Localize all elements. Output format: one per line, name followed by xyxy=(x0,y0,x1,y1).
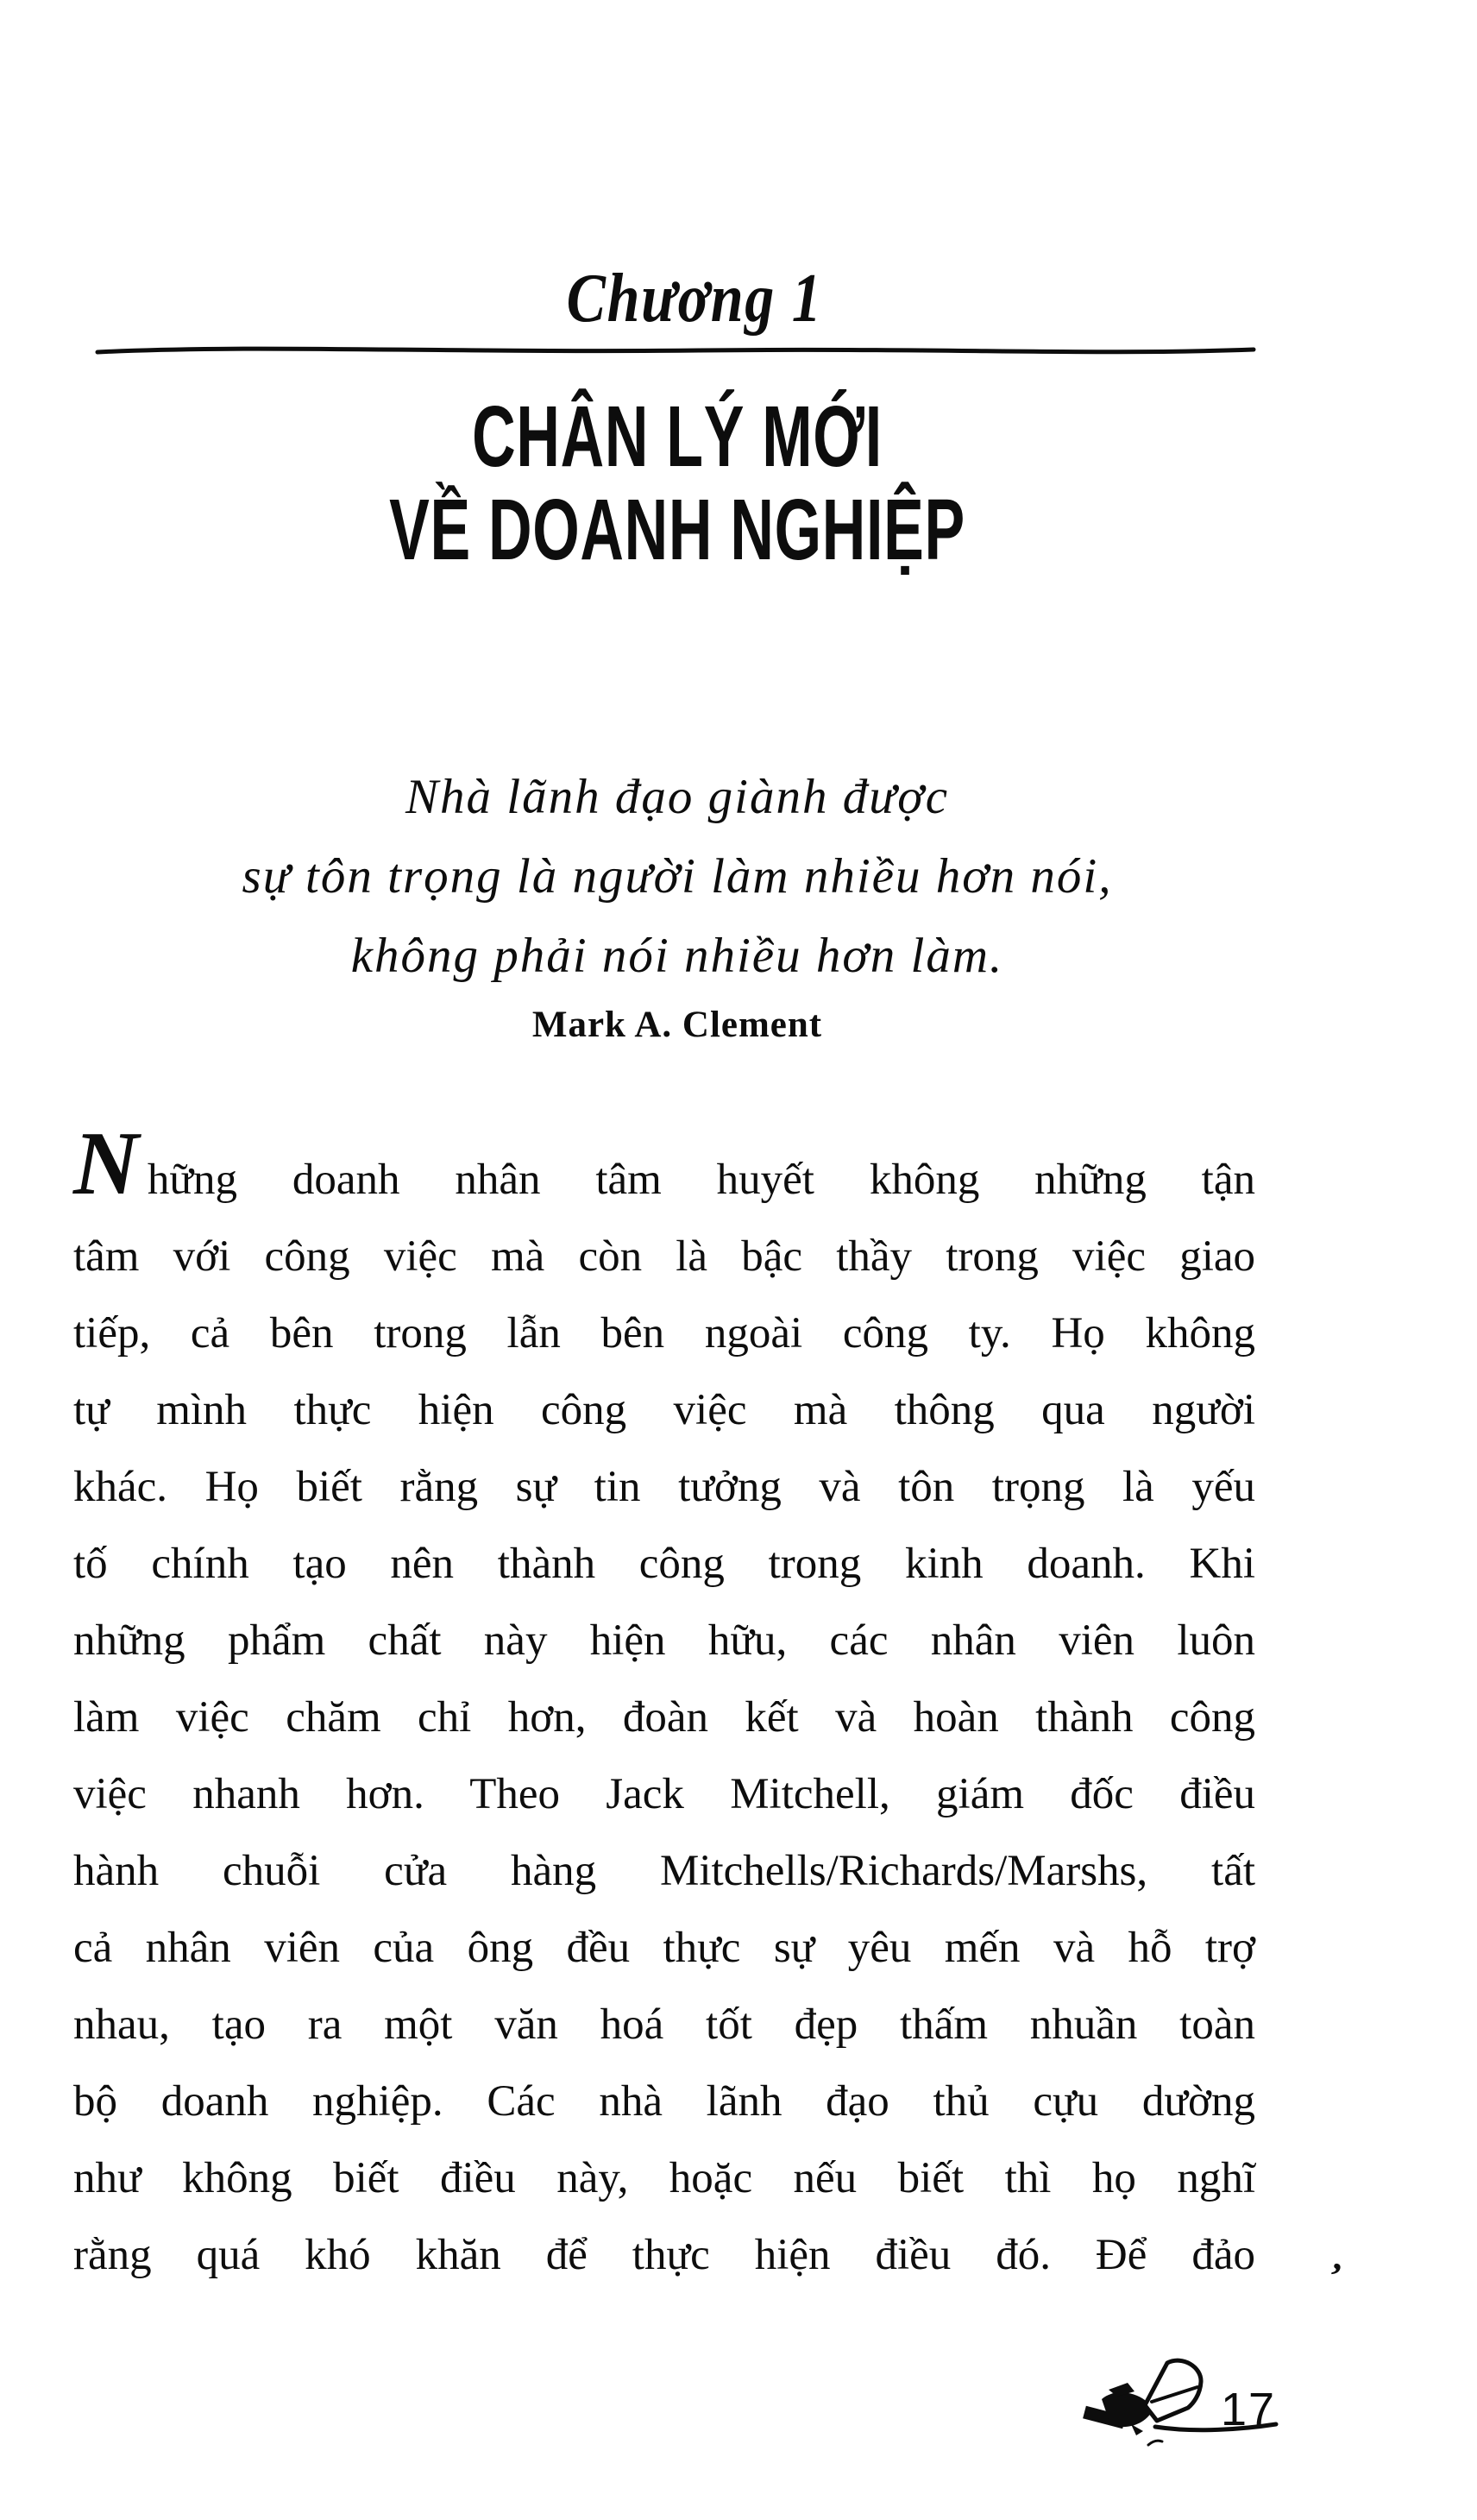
body-line: như không biết điều này, hoặc nếu biết thì họ nghĩ xyxy=(73,2154,1255,2202)
body-line: cả nhân viên của ông đều thực sự yêu mến và hỗ trợ xyxy=(73,1924,1255,1972)
epigraph-line: Nhà lãnh đạo giành được xyxy=(405,770,949,824)
epigraph-attribution: Mark A. Clement xyxy=(531,1005,823,1045)
body-line: việc nhanh hơn. Theo Jack Mitchell, giám đốc điều xyxy=(73,1770,1255,1818)
epigraph-line: sự tôn trọng là người làm nhiều hơn nói, xyxy=(242,849,1113,904)
body-line: tố chính tạo nên thành công trong kinh doanh. Khi xyxy=(73,1540,1255,1588)
page-footer xyxy=(1083,2352,1298,2464)
chapter-title-line1: CHÂN LÝ MỚI xyxy=(472,388,883,485)
body-line-text: hững doanh nhân tâm huyết không những tận xyxy=(147,1156,1255,1204)
body-line: làm việc chăm chỉ hơn, đoàn kết và hoàn thành công xyxy=(73,1693,1255,1742)
chapter-label: Chương 1 xyxy=(566,261,823,337)
chapter-title-line2: VỀ DOANH NGHIỆP xyxy=(389,482,965,578)
body-line: tâm với công việc mà còn là bậc thầy trong việc giao xyxy=(73,1232,1255,1281)
body-text xyxy=(73,1112,1255,2294)
epigraph-line: không phải nói nhiều hơn làm. xyxy=(350,929,1004,983)
body-line: hành chuỗi cửa hàng Mitchells/Richards/Marshs, tất xyxy=(73,1847,1255,1895)
body-line: rằng quá khó khăn để thực hiện điều đó. Để đảo xyxy=(73,2231,1255,2279)
body-line: tự mình thực hiện công việc mà thông qua người xyxy=(73,1386,1255,1434)
page-number: 17 xyxy=(1221,2384,1277,2435)
drop-cap: N xyxy=(73,1112,139,1213)
body-line xyxy=(73,1112,1255,1219)
body-line: nhau, tạo ra một văn hoá tốt đẹp thấm nhuần toàn xyxy=(73,2000,1255,2049)
epigraph-quote xyxy=(99,758,1255,996)
body-line: những phẩm chất này hiện hữu, các nhân viên luôn xyxy=(73,1616,1255,1665)
chapter-title xyxy=(273,390,1082,576)
body-line: bộ doanh nghiệp. Các nhà lãnh đạo thủ cựu dường xyxy=(73,2077,1255,2126)
body-line: khác. Họ biết rằng sự tin tưởng và tôn trọng là yếu xyxy=(73,1463,1255,1511)
body-line: tiếp, cả bên trong lẫn bên ngoài công ty. Họ không xyxy=(73,1309,1255,1358)
chapter-divider-line xyxy=(95,342,1256,361)
stray-ink-mark: ’ xyxy=(1324,2254,1346,2298)
